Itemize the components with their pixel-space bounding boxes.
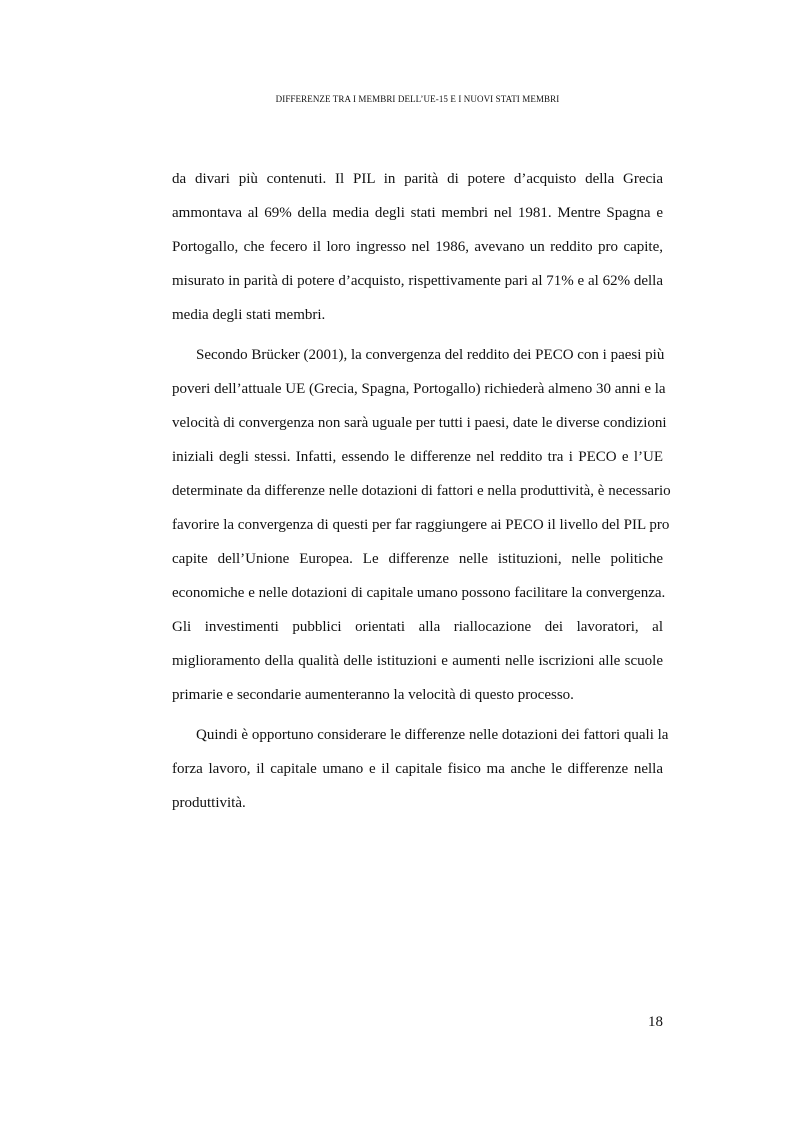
paragraph-2 [172, 343, 671, 717]
paragraph-3 [172, 723, 669, 825]
running-header: DIFFERENZE TRA I MEMBRI DELL’UE-15 E I NUOVI STATI MEMBRI [275, 94, 560, 104]
text-line: poveri dell’attuale UE (Grecia, Spagna, Portogallo) richiederà almeno 30 anni e la [172, 381, 666, 397]
text-line: Gli investimenti pubblici orientati alla riallocazione dei lavoratori, al [172, 619, 663, 635]
text-line: economiche e nelle dotazioni di capitale umano possono facilitare la convergenza. [172, 585, 666, 601]
text-line: velocità di convergenza non sarà uguale per tutti i paesi, date le diverse condizioni [172, 415, 667, 431]
text-line: iniziali degli stessi. Infatti, essendo le differenze nel reddito tra i PECO e l’UE [172, 449, 663, 465]
text-line: da divari più contenuti. Il PIL in parità di potere d’acquisto della Grecia [172, 171, 663, 187]
text-line: capite dell’Unione Europea. Le differenze nelle istituzioni, nelle politiche [172, 551, 663, 567]
text-line: determinate da differenze nelle dotazioni di fattori e nella produttività, è necessario [172, 483, 671, 499]
page-number: 18 [648, 1014, 663, 1030]
text-line: miglioramento della qualità delle istituzioni e aumenti nelle iscrizioni alle scuole [172, 653, 663, 669]
text-line: forza lavoro, il capitale umano e il capitale fisico ma anche le differenze nella [172, 761, 663, 777]
paragraph-1 [172, 167, 663, 337]
text-line: primarie e secondarie aumenteranno la velocità di questo processo. [172, 687, 574, 703]
text-line: Portogallo, che fecero il loro ingresso nel 1986, avevano un reddito pro capite, [172, 239, 663, 255]
text-line: Secondo Brücker (2001), la convergenza del reddito dei PECO con i paesi più [196, 347, 665, 363]
text-line: produttività. [172, 795, 246, 811]
text-line: favorire la convergenza di questi per far raggiungere ai PECO il livello del PIL pro [172, 517, 670, 533]
text-line: ammontava al 69% della media degli stati membri nel 1981. Mentre Spagna e [172, 205, 663, 221]
text-line: misurato in parità di potere d’acquisto, rispettivamente pari al 71% e al 62% della [172, 273, 663, 289]
text-line: media degli stati membri. [172, 307, 326, 323]
body-text [172, 167, 671, 825]
text-line: Quindi è opportuno considerare le differenze nelle dotazioni dei fattori quali la [196, 727, 669, 743]
